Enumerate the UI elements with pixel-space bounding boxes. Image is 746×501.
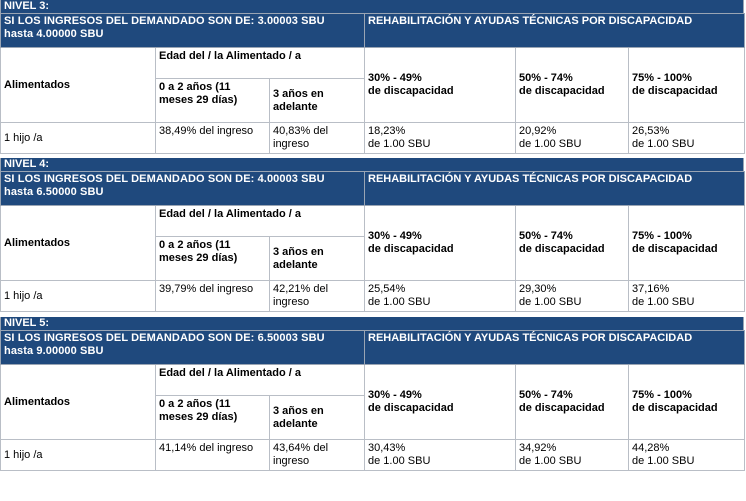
alimentados-label: Alimentados bbox=[1, 365, 156, 440]
rehab-title: REHABILITACIÓN Y AYUDAS TÉCNICAS POR DISCAPACIDAD bbox=[365, 14, 745, 48]
disc-pct: 34,92% bbox=[519, 442, 557, 454]
disc-col-75-100 bbox=[629, 48, 745, 123]
disc-pct: 18,23% bbox=[368, 125, 406, 137]
disc-sbu: de 1.00 SBU bbox=[519, 296, 582, 308]
age-0-2-label: 0 a 2 años (11 meses 29 días) bbox=[156, 237, 270, 281]
disc-col-75-100 bbox=[629, 365, 745, 440]
data-row bbox=[1, 440, 745, 471]
disc-label: de discapacidad bbox=[519, 243, 605, 255]
disc-75-100-value bbox=[629, 281, 745, 312]
disc-range: 50% - 74% bbox=[519, 230, 573, 242]
disc-50-74-value bbox=[516, 123, 629, 154]
alimentados-label: Alimentados bbox=[1, 48, 156, 123]
income-header-row bbox=[1, 331, 745, 365]
rehab-title: REHABILITACIÓN Y AYUDAS TÉCNICAS POR DISCAPACIDAD bbox=[365, 331, 745, 365]
disc-30-49-value bbox=[365, 123, 516, 154]
income-range-cell bbox=[1, 331, 365, 365]
age-0-2-value: 39,79% del ingreso bbox=[156, 281, 270, 312]
disc-sbu: de 1.00 SBU bbox=[632, 455, 695, 467]
disc-sbu: de 1.00 SBU bbox=[632, 296, 695, 308]
disc-label: de discapacidad bbox=[368, 243, 454, 255]
age-0-2-label: 0 a 2 años (11 meses 29 días) bbox=[156, 79, 270, 123]
disc-sbu: de 1.00 SBU bbox=[632, 138, 695, 150]
disc-sbu: de 1.00 SBU bbox=[519, 455, 582, 467]
level-title: NIVEL 3: bbox=[0, 0, 744, 13]
disc-col-50-74 bbox=[516, 206, 629, 281]
income-range-cell bbox=[1, 172, 365, 206]
disc-col-50-74 bbox=[516, 365, 629, 440]
level-4-section bbox=[0, 158, 744, 312]
row-label: 1 hijo /a bbox=[1, 281, 156, 312]
edad-label: Edad del / la Alimentado / a bbox=[156, 365, 365, 396]
disc-pct: 30,43% bbox=[368, 442, 406, 454]
disc-label: de discapacidad bbox=[519, 85, 605, 97]
disc-col-50-74 bbox=[516, 48, 629, 123]
age-3plus-label: 3 años en adelante bbox=[270, 396, 365, 440]
subheader-row bbox=[1, 206, 745, 237]
disc-pct: 25,54% bbox=[368, 283, 406, 295]
income-header-row bbox=[1, 14, 745, 48]
disc-range: 30% - 49% bbox=[368, 389, 422, 401]
level-table bbox=[0, 330, 745, 471]
disc-range: 30% - 49% bbox=[368, 230, 422, 242]
disc-col-30-49 bbox=[365, 48, 516, 123]
disc-pct: 44,28% bbox=[632, 442, 670, 454]
disc-range: 50% - 74% bbox=[519, 72, 573, 84]
edad-label: Edad del / la Alimentado / a bbox=[156, 206, 365, 237]
disc-sbu: de 1.00 SBU bbox=[368, 455, 431, 467]
disc-75-100-value bbox=[629, 440, 745, 471]
disc-pct: 20,92% bbox=[519, 125, 557, 137]
disc-pct: 37,16% bbox=[632, 283, 670, 295]
level-title: NIVEL 4: bbox=[0, 158, 744, 171]
disc-label: de discapacidad bbox=[632, 85, 718, 97]
subheader-row bbox=[1, 48, 745, 79]
disc-label: de discapacidad bbox=[632, 402, 718, 414]
disc-pct: 29,30% bbox=[519, 283, 557, 295]
age-3plus-value: 42,21% del ingreso bbox=[270, 281, 365, 312]
age-3plus-value: 43,64% del ingreso bbox=[270, 440, 365, 471]
income-header-row bbox=[1, 172, 745, 206]
disc-50-74-value bbox=[516, 440, 629, 471]
disc-label: de discapacidad bbox=[519, 402, 605, 414]
disc-label: de discapacidad bbox=[368, 85, 454, 97]
age-3plus-label: 3 años en adelante bbox=[270, 79, 365, 123]
age-3plus-label: 3 años en adelante bbox=[270, 237, 365, 281]
disc-range: 75% - 100% bbox=[632, 230, 692, 242]
income-line-2: hasta 4.00000 SBU bbox=[4, 28, 104, 40]
disc-label: de discapacidad bbox=[632, 243, 718, 255]
level-title: NIVEL 5: bbox=[0, 317, 744, 330]
age-3plus-value: 40,83% del ingreso bbox=[270, 123, 365, 154]
level-table bbox=[0, 13, 745, 154]
age-0-2-value: 38,49% del ingreso bbox=[156, 123, 270, 154]
income-line-2: hasta 9.00000 SBU bbox=[4, 345, 104, 357]
disc-75-100-value bbox=[629, 123, 745, 154]
disc-30-49-value bbox=[365, 440, 516, 471]
disc-pct: 26,53% bbox=[632, 125, 670, 137]
disc-col-75-100 bbox=[629, 206, 745, 281]
income-range-cell bbox=[1, 14, 365, 48]
level-table bbox=[0, 171, 745, 312]
disc-range: 75% - 100% bbox=[632, 389, 692, 401]
income-line-1: SI LOS INGRESOS DEL DEMANDADO SON DE: 3.00003 SBU bbox=[4, 15, 325, 27]
edad-label: Edad del / la Alimentado / a bbox=[156, 48, 365, 79]
income-line-1: SI LOS INGRESOS DEL DEMANDADO SON DE: 4.00003 SBU bbox=[4, 173, 325, 185]
disc-sbu: de 1.00 SBU bbox=[368, 138, 431, 150]
subheader-row bbox=[1, 365, 745, 396]
disc-sbu: de 1.00 SBU bbox=[519, 138, 582, 150]
disc-range: 50% - 74% bbox=[519, 389, 573, 401]
row-label: 1 hijo /a bbox=[1, 440, 156, 471]
row-label: 1 hijo /a bbox=[1, 123, 156, 154]
data-row bbox=[1, 123, 745, 154]
disc-range: 30% - 49% bbox=[368, 72, 422, 84]
level-3-section bbox=[0, 0, 744, 154]
alimentados-label: Alimentados bbox=[1, 206, 156, 281]
income-line-2: hasta 6.50000 SBU bbox=[4, 186, 104, 198]
disc-col-30-49 bbox=[365, 365, 516, 440]
level-5-section bbox=[0, 317, 744, 471]
age-0-2-label: 0 a 2 años (11 meses 29 días) bbox=[156, 396, 270, 440]
disc-range: 75% - 100% bbox=[632, 72, 692, 84]
disc-label: de discapacidad bbox=[368, 402, 454, 414]
age-0-2-value: 41,14% del ingreso bbox=[156, 440, 270, 471]
data-row bbox=[1, 281, 745, 312]
income-line-1: SI LOS INGRESOS DEL DEMANDADO SON DE: 6.50003 SBU bbox=[4, 332, 325, 344]
disc-sbu: de 1.00 SBU bbox=[368, 296, 431, 308]
rehab-title: REHABILITACIÓN Y AYUDAS TÉCNICAS POR DISCAPACIDAD bbox=[365, 172, 745, 206]
disc-col-30-49 bbox=[365, 206, 516, 281]
disc-50-74-value bbox=[516, 281, 629, 312]
disc-30-49-value bbox=[365, 281, 516, 312]
